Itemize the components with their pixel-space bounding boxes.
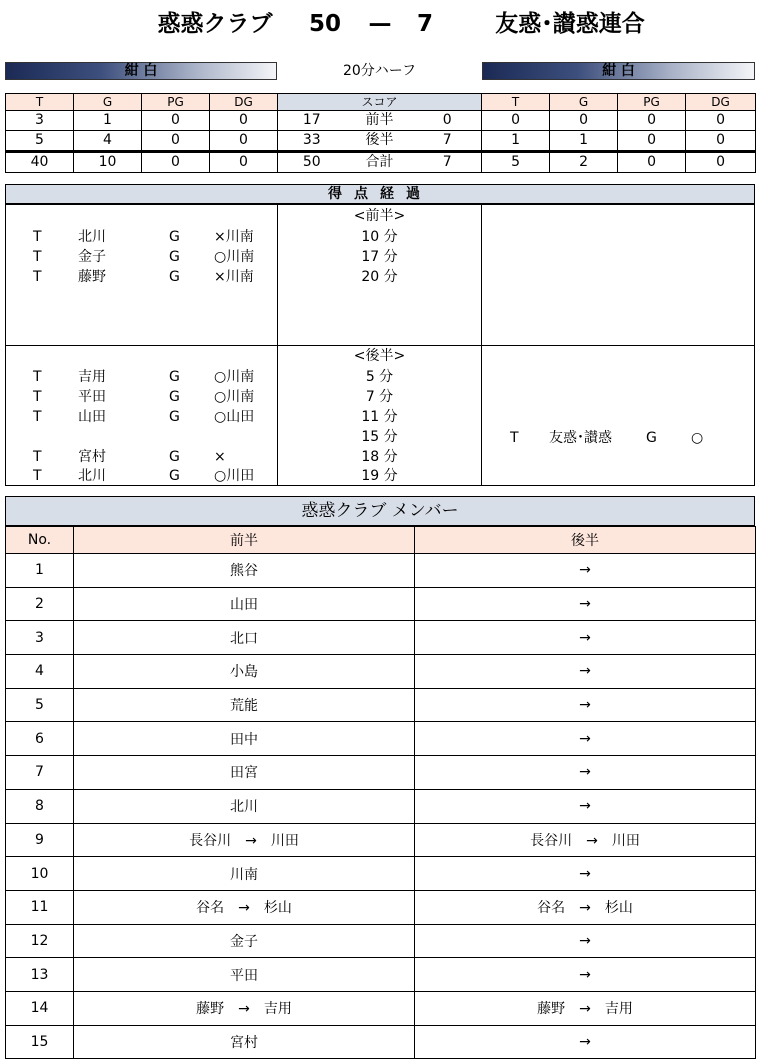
score-time: 17 分	[361, 249, 398, 265]
conversion-result: ○川田	[214, 468, 255, 484]
away-pg: 0	[618, 111, 686, 131]
away-t: 1	[482, 131, 550, 152]
conversion-type: G	[169, 468, 180, 484]
score-type: T	[33, 249, 42, 265]
score-type: T	[33, 369, 42, 385]
member-number: 7	[6, 756, 74, 790]
home-half-score: 33	[278, 131, 346, 152]
conversion-type: G	[169, 229, 180, 245]
home-g: 10	[74, 152, 142, 173]
member-number: 6	[6, 722, 74, 756]
half-label: 後半	[346, 131, 414, 152]
conversion-type: G	[646, 430, 657, 446]
member-row	[6, 756, 756, 790]
member-number: 15	[6, 1025, 74, 1059]
member-second-half: →	[415, 924, 756, 958]
away-g: 0	[550, 111, 618, 131]
col-t: T	[6, 94, 74, 111]
member-number: 5	[6, 688, 74, 722]
member-number: 12	[6, 924, 74, 958]
conversion-result: ○	[691, 430, 704, 446]
member-first-half: 藤野 → 吉用	[74, 991, 415, 1025]
home-dg: 0	[210, 152, 278, 173]
conversion-type: G	[169, 409, 180, 425]
member-row	[6, 789, 756, 823]
away-half-score: 0	[414, 111, 482, 131]
score-header-row	[6, 94, 756, 111]
member-first-half: 荒能	[74, 688, 415, 722]
home-jersey-label: 紺 白	[124, 63, 158, 79]
score-time: 10 分	[361, 229, 398, 245]
away-g: 1	[550, 131, 618, 152]
member-second-half: →	[415, 722, 756, 756]
away-pg: 0	[618, 152, 686, 173]
away-dg: 0	[686, 111, 756, 131]
col-pg: PG	[142, 94, 210, 111]
score-time: 11 分	[361, 409, 398, 425]
member-first-half: 北川	[74, 789, 415, 823]
member-second-half: →	[415, 688, 756, 722]
home-g: 1	[74, 111, 142, 131]
member-first-half: 谷名 → 杉山	[74, 890, 415, 924]
away-pg: 0	[618, 131, 686, 152]
home-total-score: 50	[278, 152, 346, 173]
home-t: 3	[6, 111, 74, 131]
member-row	[6, 688, 756, 722]
first-half-away-box	[481, 204, 755, 346]
member-number: 13	[6, 958, 74, 992]
member-first-half: 北口	[74, 621, 415, 655]
member-number: 4	[6, 655, 74, 689]
member-second-half: →	[415, 958, 756, 992]
home-score: 50	[308, 11, 341, 37]
member-second-half: 長谷川 → 川田	[415, 823, 756, 857]
col-dg: DG	[686, 94, 756, 111]
member-row	[6, 621, 756, 655]
member-second-half: →	[415, 1025, 756, 1059]
home-dg: 0	[210, 131, 278, 152]
home-t: 5	[6, 131, 74, 152]
member-first-half: 金子	[74, 924, 415, 958]
member-second-half: 藤野 → 吉用	[415, 991, 756, 1025]
away-dg: 0	[686, 131, 756, 152]
member-row	[6, 890, 756, 924]
conversion-type: G	[169, 389, 180, 405]
home-pg: 0	[142, 111, 210, 131]
member-first-half: 川南	[74, 857, 415, 891]
member-row	[6, 823, 756, 857]
conversion-type: G	[169, 449, 180, 465]
home-t: 40	[6, 152, 74, 173]
score-type: T	[33, 409, 42, 425]
member-row	[6, 924, 756, 958]
score-type: T	[33, 449, 42, 465]
col-dg: DG	[210, 94, 278, 111]
member-second-half: 谷名 → 杉山	[415, 890, 756, 924]
score-row-total	[6, 152, 756, 173]
score-player: 金子	[78, 249, 106, 265]
score-player: 吉用	[78, 369, 106, 385]
away-jersey-label: 紺 白	[602, 63, 635, 79]
member-row	[6, 1025, 756, 1059]
score-player: 宮村	[78, 449, 106, 465]
member-first-half: 宮村	[74, 1025, 415, 1059]
member-first-half: 田中	[74, 722, 415, 756]
score-time: 18 分	[361, 449, 398, 465]
member-row	[6, 958, 756, 992]
member-number: 10	[6, 857, 74, 891]
home-pg: 0	[142, 131, 210, 152]
member-row	[6, 655, 756, 689]
col-number: No.	[6, 527, 74, 554]
col-score: スコア	[278, 94, 482, 111]
score-player: 北川	[78, 229, 106, 245]
away-total-score: 7	[414, 152, 482, 173]
score-player: 藤野	[78, 269, 106, 285]
score-type: T	[510, 430, 519, 446]
home-team-name: 惑惑クラブ	[157, 11, 273, 37]
member-number: 3	[6, 621, 74, 655]
member-number: 11	[6, 890, 74, 924]
away-t: 0	[482, 111, 550, 131]
member-row	[6, 722, 756, 756]
score-time: 19 分	[361, 468, 398, 484]
score-player: 山田	[78, 409, 106, 425]
home-jersey-banner	[5, 62, 277, 80]
score-type: T	[33, 269, 42, 285]
score-type: T	[33, 468, 42, 484]
member-number: 2	[6, 587, 74, 621]
half-label: 前半	[346, 111, 414, 131]
score-row-first-half	[6, 111, 756, 131]
member-first-half: 山田	[74, 587, 415, 621]
score-table	[5, 93, 756, 173]
member-second-half: →	[415, 857, 756, 891]
score-time: 15 分	[361, 429, 398, 445]
member-second-half: →	[415, 587, 756, 621]
score-player: 平田	[78, 389, 106, 405]
home-g: 4	[74, 131, 142, 152]
home-dg: 0	[210, 111, 278, 131]
score-time: 20 分	[361, 269, 398, 285]
col-g: G	[74, 94, 142, 111]
members-title: 惑惑クラブ メンバー	[5, 496, 755, 526]
member-second-half: →	[415, 655, 756, 689]
member-number: 1	[6, 554, 74, 588]
members-header-row	[6, 527, 756, 554]
col-t: T	[482, 94, 550, 111]
col-first-half: 前半	[74, 527, 415, 554]
away-jersey-banner	[482, 62, 755, 80]
conversion-result: ×	[214, 449, 226, 465]
member-first-half: 小島	[74, 655, 415, 689]
conversion-type: G	[169, 369, 180, 385]
member-number: 9	[6, 823, 74, 857]
scoring-progress-title: 得点経過	[5, 184, 755, 204]
col-g: G	[550, 94, 618, 111]
score-time: 5 分	[365, 369, 394, 385]
col-pg: PG	[618, 94, 686, 111]
away-t: 5	[482, 152, 550, 173]
score-player: 友惑･讃惑	[549, 430, 612, 446]
member-second-half: →	[415, 756, 756, 790]
conversion-result: ×川南	[214, 229, 254, 245]
conversion-result: ○川南	[214, 389, 255, 405]
member-number: 14	[6, 991, 74, 1025]
score-time: 7 分	[365, 389, 394, 405]
member-number: 8	[6, 789, 74, 823]
total-label: 合計	[346, 152, 414, 173]
score-player: 北川	[78, 468, 106, 484]
home-pg: 0	[142, 152, 210, 173]
conversion-result: ○川南	[214, 369, 255, 385]
members-table	[5, 526, 756, 1059]
score-type: T	[33, 229, 42, 245]
second-half-away-box	[481, 345, 755, 486]
score-row-second-half	[6, 131, 756, 152]
member-first-half: 熊谷	[74, 554, 415, 588]
member-row	[6, 554, 756, 588]
score-dash: —	[368, 11, 392, 37]
member-second-half: →	[415, 621, 756, 655]
col-second-half: 後半	[415, 527, 756, 554]
first-half-label: <前半>	[353, 208, 406, 224]
away-half-score: 7	[414, 131, 482, 152]
member-first-half: 長谷川 → 川田	[74, 823, 415, 857]
score-type: T	[33, 389, 42, 405]
home-half-score: 17	[278, 111, 346, 131]
conversion-type: G	[169, 269, 180, 285]
member-first-half: 平田	[74, 958, 415, 992]
member-first-half: 田宮	[74, 756, 415, 790]
member-row	[6, 587, 756, 621]
conversion-type: G	[169, 249, 180, 265]
conversion-result: ×川南	[214, 269, 254, 285]
member-second-half: →	[415, 554, 756, 588]
conversion-result: ○山田	[214, 409, 255, 425]
away-dg: 0	[686, 152, 756, 173]
away-team-name: 友惑･讃惑連合	[495, 11, 645, 37]
second-half-label: <後半>	[353, 348, 406, 364]
away-g: 2	[550, 152, 618, 173]
away-score: 7	[416, 11, 433, 37]
conversion-result: ○川南	[214, 249, 255, 265]
member-row	[6, 857, 756, 891]
member-second-half: →	[415, 789, 756, 823]
member-row	[6, 991, 756, 1025]
match-format: 20分ハーフ	[342, 63, 417, 79]
